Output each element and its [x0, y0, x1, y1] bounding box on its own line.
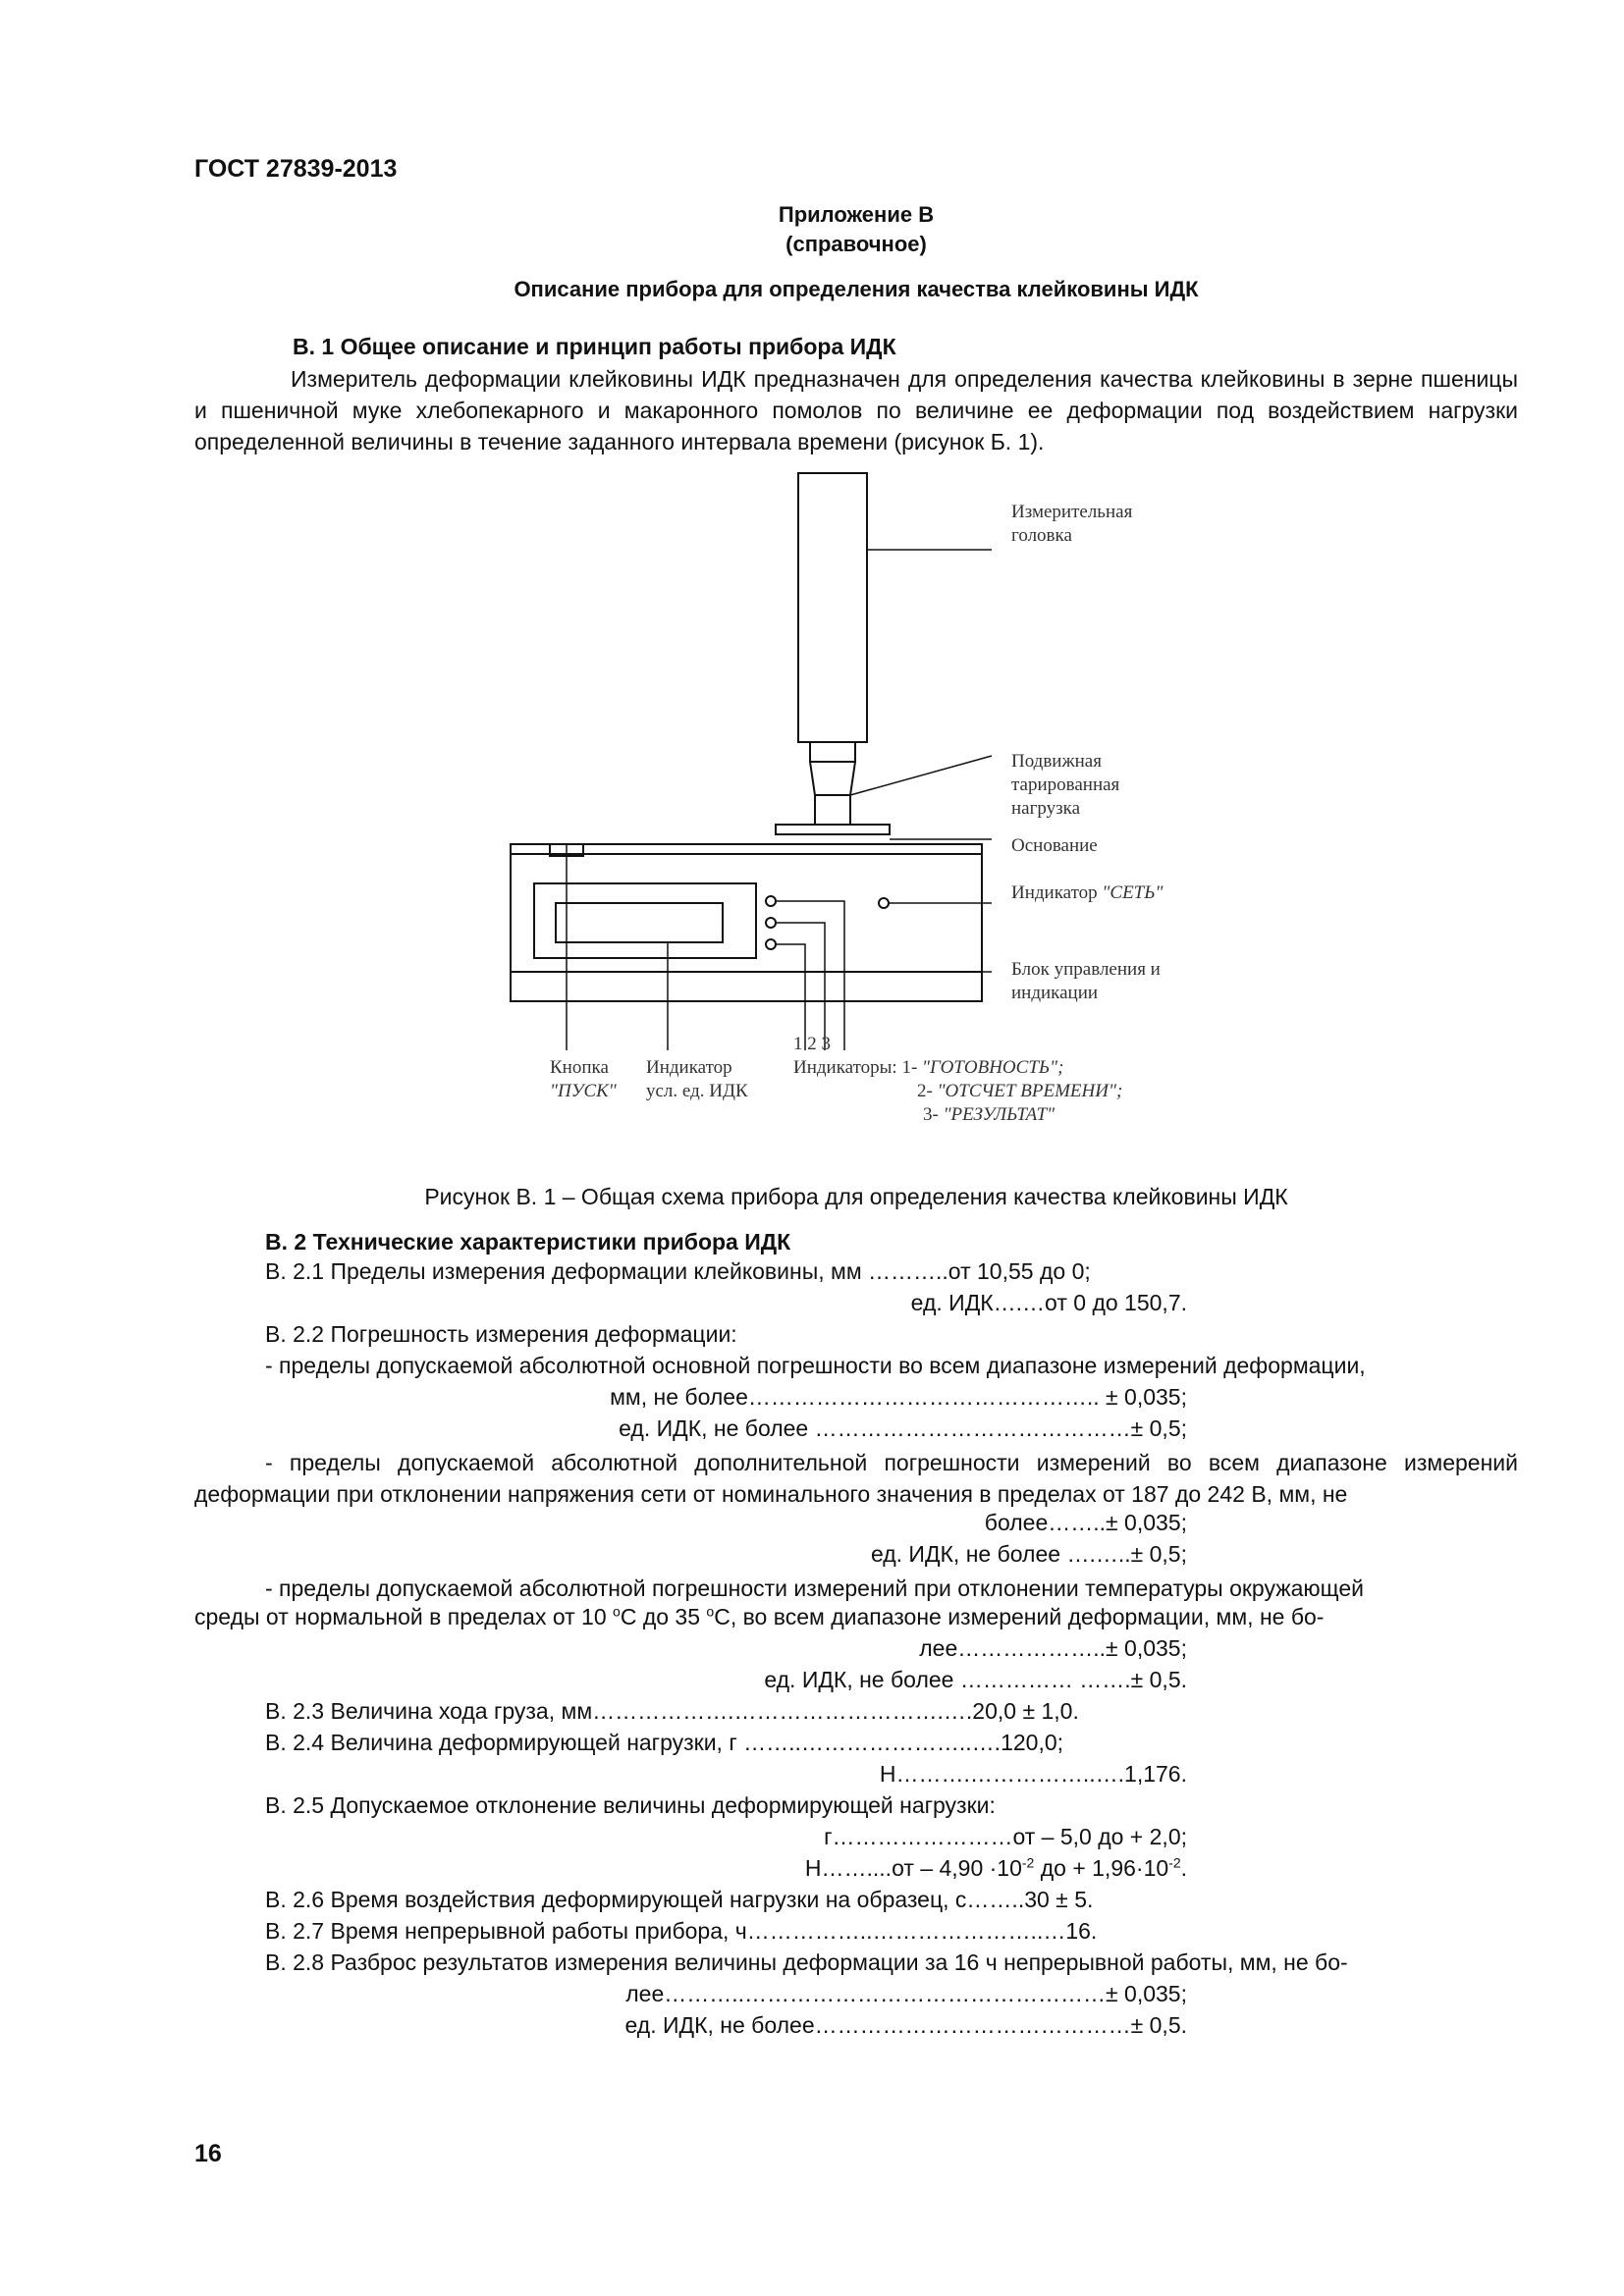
appendix-title: Приложение В [778, 202, 935, 227]
spec-2-3: В. 2.3 Величина хода груза, мм……………….……………………….….20,0 ± 1,0. [265, 1698, 1079, 1724]
label-indicators-1: Индикаторы: 1- "ГОТОВНОСТЬ"; [793, 1057, 1064, 1078]
spec-2-4-newton: Н……….……………..….1,176. [879, 1761, 1187, 1787]
label-measuring-head-line2: головка [1011, 525, 1072, 546]
label-load-line2: тарированная [1011, 774, 1120, 795]
appendix-subtitle: (справочное) [785, 232, 927, 256]
section-b1-text-content: Измеритель деформации клейковины ИДК предназначен для определения качества клейковины в зерне пшеницы и пшеничной муке хлебопекарного и макаронного помолов по величине ее деформации под воздействием нагрузки определенной величины в течение заданного интервала времени (рисунок Б. 1). [194, 366, 1518, 454]
label-indicator-time: "ОТСЧЕТ ВРЕМЕНИ"; [937, 1081, 1123, 1101]
label-indicators-3: 3- "РЕЗУЛЬТАТ" [923, 1104, 1056, 1125]
label-base: Основание [1011, 835, 1098, 856]
leader-indicator-1 [776, 901, 844, 1050]
figure-caption: Рисунок В. 1 – Общая схема прибора для определения качества клейковины ИДК [424, 1184, 1288, 1209]
label-indicators-2: 2- "ОТСЧЕТ ВРЕМЕНИ"; [917, 1081, 1123, 1101]
label-measuring-head-line1: Измерительная [1011, 502, 1133, 522]
spec-2-2: В. 2.2 Погрешность измерения деформации: [265, 1321, 737, 1347]
label-control-block [1011, 958, 1161, 1005]
label-load-line1: Подвижная [1011, 751, 1102, 772]
label-measuring-head [1011, 501, 1132, 548]
spec-2-6: В. 2.6 Время воздействия деформирующей нагрузки на образец, с……..30 ± 5. [265, 1887, 1094, 1912]
spec-2-8-mm: лее………..…………………………………………± 0,035; [625, 1981, 1187, 2006]
label-net-value: "СЕТЬ" [1102, 882, 1164, 903]
section-b1-text [194, 363, 1518, 457]
spec-2-2-basic-idk: ед. ИДК, не более ……………………………………± 0,5; [619, 1415, 1187, 1441]
label-indicator-numbers: 1 2 3 [793, 1034, 831, 1054]
label-idk-indicator [646, 1056, 748, 1103]
page-number: 16 [194, 2140, 222, 2167]
spec-2-2-additional-idk: ед. ИДК, не более ….…..± 0,5; [870, 1541, 1187, 1567]
spec-2-2-temperature-line2: среды от нормальной в пределах от 10 $^о$С до 35 $^о$С, во всем диапазоне измерений деформации, мм, не бо- [194, 1603, 1325, 1629]
label-start-button [550, 1056, 617, 1103]
appendix-heading: Описание прибора для определения качества клейковины ИДК [514, 277, 1199, 301]
label-indicator-result: "РЕЗУЛЬТАТ" [943, 1104, 1056, 1125]
spec-2-5-gram: г……………………от – 5,0 до + 2,0; [824, 1824, 1187, 1849]
spec-2-2-temperature: - пределы допускаемой абсолютной погрешности измерений при отклонении температуры окружающей [265, 1575, 1364, 1601]
standard-number: ГОСТ 27839-2013 [194, 155, 398, 183]
spec-2-2-temperature-idk: ед. ИДК, не более …………… …….± 0,5. [764, 1667, 1187, 1692]
label-net-prefix: Индикатор [1011, 882, 1103, 903]
leader-load [850, 756, 992, 795]
section-b1-heading: В. 1 Общее описание и принцип работы прибора ИДК [293, 334, 896, 359]
label-start-button-line2: "ПУСК" [550, 1081, 617, 1101]
spec-2-5-newton: Н……....от – $4,90 \cdot 10^{-2}$ до + $1,96\cdot 10^{-2}$. [804, 1854, 1187, 1881]
label-net-indicator [1011, 881, 1163, 905]
spec-2-2-temperature-mm: лее………………..± 0,035; [919, 1635, 1187, 1661]
spec-2-2-basic: - пределы допускаемой абсолютной основной погрешности во всем диапазоне измерений деформации, [265, 1353, 1366, 1378]
spec-2-1-idk: ед. ИДК….…от 0 до 150,7. [910, 1290, 1187, 1315]
label-load [1011, 750, 1119, 821]
spec-2-7: В. 2.7 Время непрерывной работы прибора, ч……………..…………………..…16. [265, 1918, 1098, 1944]
label-idk-indicator-line2: усл. ед. ИДК [646, 1081, 748, 1101]
label-load-line3: нагрузка [1011, 798, 1081, 819]
spec-2-8-idk: ед. ИДК, не более……………………………………± 0,5. [624, 2012, 1187, 2038]
spec-2-4: В. 2.4 Величина деформирующей нагрузки, г ……..…………………..….120,0; [265, 1730, 1064, 1755]
label-idk-indicator-line1: Индикатор [646, 1057, 732, 1078]
section-b2-heading: В. 2 Технические характеристики прибора ИДК [265, 1229, 791, 1255]
spec-2-5: В. 2.5 Допускаемое отклонение величины деформирующей нагрузки: [265, 1792, 996, 1818]
label-control-block-line1: Блок управления и [1011, 959, 1161, 980]
label-control-block-line2: индикации [1011, 983, 1099, 1003]
spec-2-2-basic-mm: мм, не более……………………………………….. ± 0,035; [610, 1384, 1187, 1410]
spec-2-1: В. 2.1 Пределы измерения деформации клейковины, мм ………..от 10,55 до 0; [265, 1258, 1091, 1284]
label-start-button-line1: Кнопка [550, 1057, 609, 1078]
spec-2-8: В. 2.8 Разброс результатов измерения величины деформации за 16 ч непрерывной работы, мм, не бо- [265, 1949, 1348, 1975]
spec-2-2-additional-mm: более……..± 0,035; [984, 1510, 1187, 1535]
label-indicator-ready: "ГОТОВНОСТЬ"; [922, 1057, 1064, 1078]
spec-2-2-additional: - пределы допускаемой абсолютной дополнительной погрешности измерений во всем диапазоне измерений деформации при отклонении напряжения сети от номинального значения в пределах от 187 до 242 В, мм, не [194, 1450, 1518, 1507]
leader-indicator-2 [776, 923, 825, 1050]
